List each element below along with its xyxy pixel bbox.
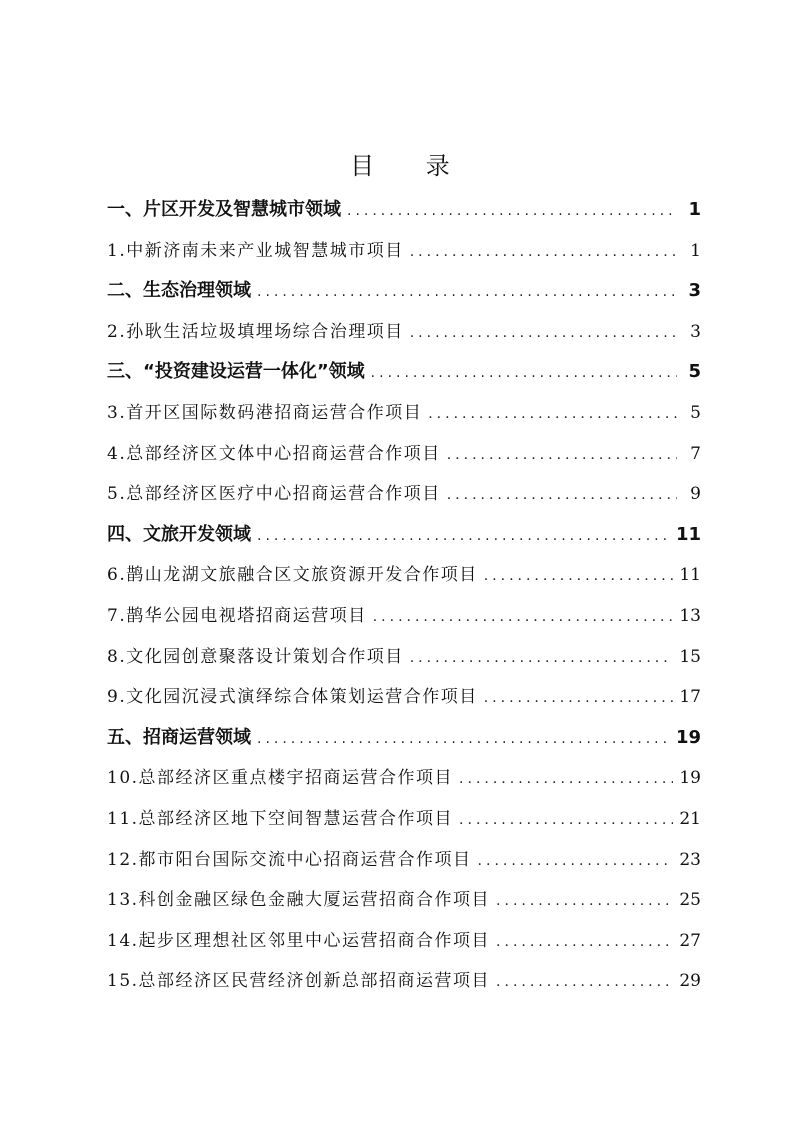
toc-leader-dots	[447, 435, 677, 476]
toc-entry-label: 11.总部经济区地下空间智慧运营合作项目	[107, 808, 454, 829]
toc-leader-dots	[410, 638, 674, 679]
toc-item-7[interactable]	[107, 596, 701, 637]
toc-leader-dots	[484, 556, 674, 597]
toc-section-3[interactable]	[107, 352, 701, 393]
toc-entry-label: 五、招商运营领域	[107, 726, 251, 748]
toc-leader-dots	[373, 597, 674, 638]
toc-leader-dots	[496, 962, 673, 1003]
toc-page-number: 19	[675, 726, 701, 748]
toc-page-number: 29	[679, 971, 701, 992]
toc-entry-label: 2.孙耿生活垃圾填埋场综合治理项目	[107, 321, 404, 342]
toc-section-4[interactable]	[107, 515, 701, 556]
toc-page-number: 7	[690, 443, 701, 464]
toc-leader-dots	[459, 759, 673, 800]
toc-leader-dots	[484, 678, 674, 719]
toc-item-6[interactable]	[107, 555, 701, 596]
toc-item-10[interactable]	[107, 758, 701, 799]
toc-item-12[interactable]	[107, 840, 701, 881]
toc-item-11[interactable]	[107, 799, 701, 840]
toc-leader-dots	[257, 272, 677, 313]
toc-entry-label: 3.首开区国际数码港招商运营合作项目	[107, 402, 423, 423]
toc-page-number: 3	[688, 280, 701, 302]
toc-entry-label: 6.鹊山龙湖文旅融合区文旅资源开发合作项目	[107, 565, 478, 586]
toc-entry-label: 13.科创金融区绿色金融大厦运营招商合作项目	[107, 890, 491, 911]
toc-leader-dots	[447, 475, 677, 516]
toc-item-4[interactable]	[107, 434, 701, 475]
toc-item-3[interactable]	[107, 393, 701, 434]
toc-page-number: 1	[688, 199, 701, 220]
toc-entry-label: 15.总部经济区民营经济创新总部招商运营项目	[107, 971, 491, 992]
toc-leader-dots	[428, 394, 677, 435]
toc-leader-dots	[496, 922, 673, 963]
toc-entry-label: 1.中新济南未来产业城智慧城市项目	[107, 240, 404, 261]
toc-item-15[interactable]	[107, 961, 701, 1002]
toc-item-8[interactable]	[107, 637, 701, 678]
toc-page-number: 11	[679, 565, 701, 586]
toc-leader-dots	[410, 232, 677, 273]
toc-page-number: 9	[690, 484, 701, 505]
toc-item-5[interactable]	[107, 474, 701, 515]
toc-leader-dots	[459, 800, 673, 841]
toc-entry-label: 9.文化园沉浸式演绎综合体策划运营合作项目	[107, 687, 478, 708]
toc-item-13[interactable]	[107, 880, 701, 921]
toc-page-number: 19	[679, 768, 701, 789]
toc-leader-dots	[410, 313, 677, 354]
table-of-contents	[107, 190, 701, 1002]
toc-leader-dots	[478, 841, 674, 882]
toc-page-number: 23	[679, 849, 701, 870]
toc-leader-dots	[496, 881, 673, 922]
toc-entry-label: 三、“投资建设运营一体化”领域	[107, 361, 365, 383]
toc-leader-dots	[257, 719, 670, 760]
toc-entry-label: 10.总部经济区重点楼宇招商运营合作项目	[107, 768, 454, 789]
toc-leader-dots	[257, 516, 670, 557]
toc-section-1[interactable]	[107, 190, 701, 231]
toc-entry-label: 14.起步区理想社区邻里中心运营招商合作项目	[107, 930, 491, 951]
toc-page-number: 11	[675, 523, 701, 545]
toc-entry-label: 12.都市阳台国际交流中心招商运营合作项目	[107, 849, 472, 870]
toc-leader-dots	[371, 353, 677, 394]
toc-item-1[interactable]	[107, 231, 701, 272]
toc-page-number: 5	[688, 361, 701, 383]
toc-entry-label: 四、文旅开发领域	[107, 523, 251, 545]
toc-page-number: 17	[679, 687, 701, 708]
toc-page-number: 1	[690, 240, 701, 261]
toc-section-2[interactable]	[107, 271, 701, 312]
toc-page-number: 25	[679, 890, 701, 911]
toc-page-number: 21	[679, 808, 701, 829]
toc-page-number: 13	[679, 605, 701, 626]
toc-page-number: 15	[679, 646, 701, 667]
toc-entry-label: 5.总部经济区医疗中心招商运营合作项目	[107, 484, 441, 505]
toc-page-number: 27	[679, 930, 701, 951]
toc-entry-label: 一、片区开发及智慧城市领域	[107, 199, 341, 220]
page-title: 目 录	[350, 152, 472, 180]
toc-item-14[interactable]	[107, 921, 701, 962]
toc-leader-dots	[347, 191, 677, 232]
toc-entry-label: 4.总部经济区文体中心招商运营合作项目	[107, 443, 441, 464]
toc-entry-label: 7.鹊华公园电视塔招商运营项目	[107, 605, 367, 626]
toc-item-9[interactable]	[107, 677, 701, 718]
toc-section-5[interactable]	[107, 718, 701, 759]
toc-item-2[interactable]	[107, 312, 701, 353]
toc-page-number: 3	[690, 321, 701, 342]
toc-page-number: 5	[690, 402, 701, 423]
toc-entry-label: 8.文化园创意聚落设计策划合作项目	[107, 646, 404, 667]
toc-entry-label: 二、生态治理领域	[107, 280, 251, 302]
